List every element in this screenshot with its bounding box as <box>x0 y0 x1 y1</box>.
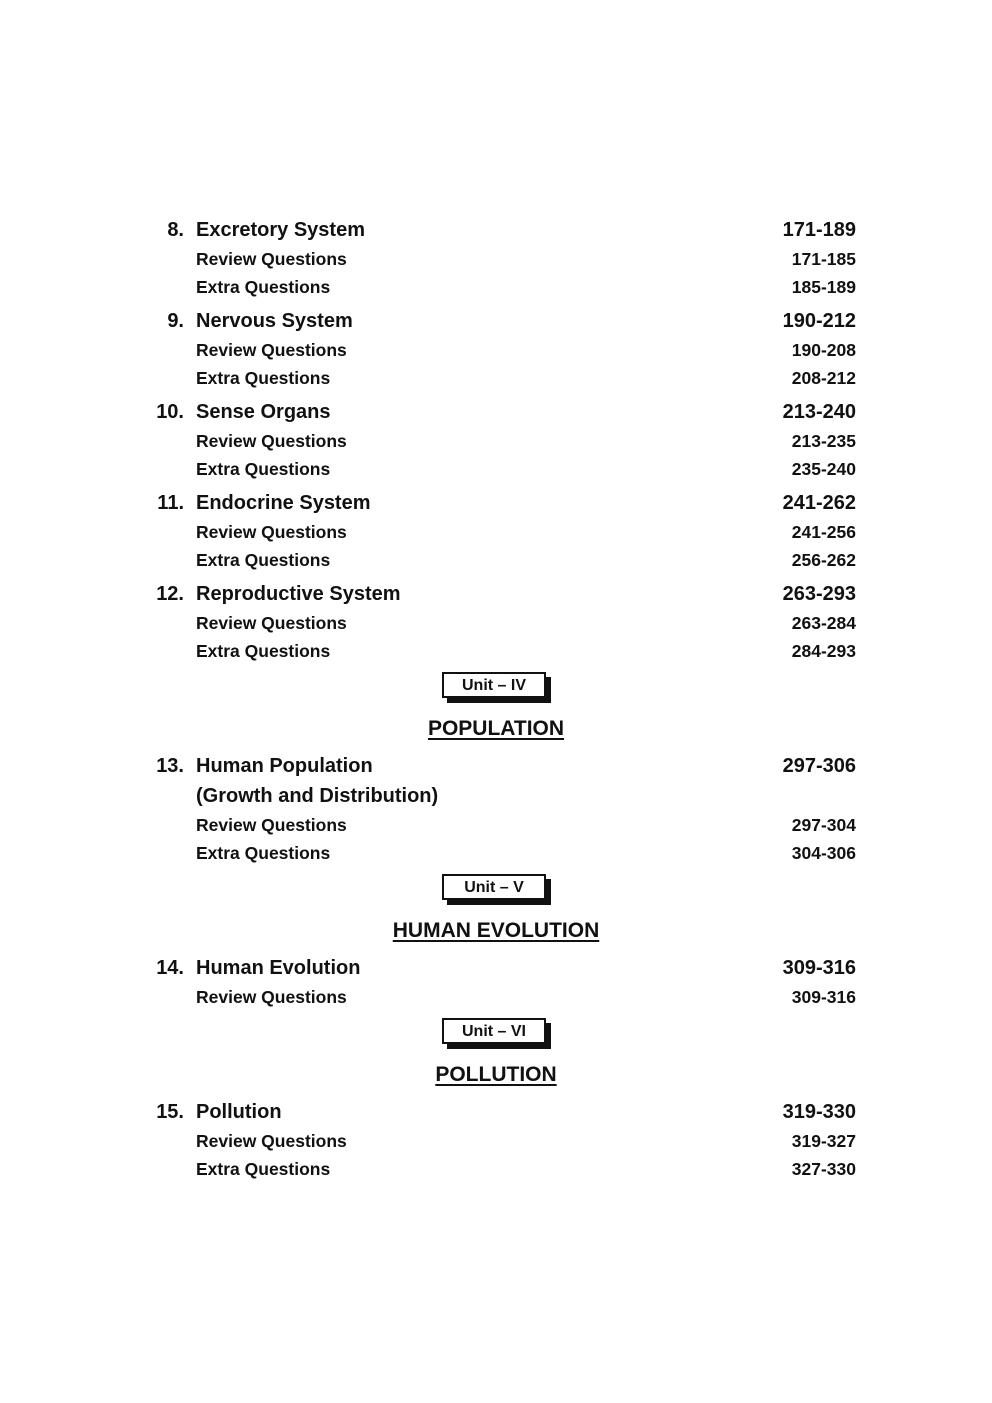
sub-entry-title: Review Questions <box>196 1131 347 1151</box>
sub-entry-title: Extra Questions <box>196 1159 331 1179</box>
sub-entry[interactable] <box>0 336 992 364</box>
sub-entry[interactable] <box>0 518 992 546</box>
sub-entry[interactable] <box>0 811 992 839</box>
sub-entry-title: Review Questions <box>196 815 347 835</box>
chapter-entry[interactable] <box>0 215 992 245</box>
chapter-title: Sense Organs <box>196 401 331 423</box>
chapter-entry[interactable] <box>0 397 992 427</box>
sub-entry-pages: 185-189 <box>791 277 856 297</box>
unit-heading: HUMAN EVOLUTION <box>392 919 600 942</box>
chapter-title: Pollution <box>196 1101 282 1123</box>
sub-entry[interactable] <box>0 273 992 301</box>
chapter-pages: 309-316 <box>782 957 856 979</box>
chapter-number: 9. <box>167 310 184 332</box>
chapter-number: 13. <box>156 755 184 777</box>
table-of-contents <box>0 215 992 1183</box>
sub-entry-pages: 213-235 <box>791 431 856 451</box>
chapter-entry[interactable] <box>0 751 992 781</box>
unit-label-wrap <box>0 672 992 698</box>
chapter-title: Endocrine System <box>196 492 371 514</box>
chapter-entry[interactable] <box>0 1097 992 1127</box>
sub-entry[interactable] <box>0 609 992 637</box>
sub-entry[interactable] <box>0 546 992 574</box>
sub-entry-pages: 208-212 <box>791 368 856 388</box>
chapter-pages: 319-330 <box>782 1101 856 1123</box>
sub-entry-title: Review Questions <box>196 431 347 451</box>
sub-entry[interactable] <box>0 455 992 483</box>
chapter-title: Human Evolution <box>196 957 361 979</box>
sub-entry-title: Extra Questions <box>196 550 331 570</box>
chapter-pages: 241-262 <box>782 492 856 514</box>
chapter-entry[interactable] <box>0 488 992 518</box>
chapter-entry[interactable] <box>0 306 992 336</box>
chapter-number: 8. <box>167 219 184 241</box>
chapter-number: 15. <box>156 1101 184 1123</box>
sub-entry-title: Review Questions <box>196 987 347 1007</box>
chapter-pages: 171-189 <box>782 219 856 241</box>
sub-entry[interactable] <box>0 839 992 867</box>
chapter-entry[interactable] <box>0 953 992 983</box>
sub-entry-title: Extra Questions <box>196 641 331 661</box>
sub-entry[interactable] <box>0 364 992 392</box>
chapter-pages: 213-240 <box>782 401 856 423</box>
chapter-pages: 190-212 <box>782 310 856 332</box>
sub-entry-title: Extra Questions <box>196 843 331 863</box>
sub-entry-pages: 327-330 <box>791 1159 856 1179</box>
chapter-title: Excretory System <box>196 219 365 241</box>
sub-entry-pages: 263-284 <box>791 613 856 633</box>
unit-label-wrap <box>0 874 992 900</box>
unit-heading: POLLUTION <box>435 1063 557 1086</box>
chapter-title: Reproductive System <box>196 583 401 605</box>
unit-heading: POPULATION <box>427 717 565 740</box>
sub-entry-title: Extra Questions <box>196 368 331 388</box>
chapter-subtitle: (Growth and Distribution) <box>196 785 439 807</box>
sub-entry-pages: 284-293 <box>791 641 856 661</box>
chapter-entry[interactable] <box>0 579 992 609</box>
sub-entry[interactable] <box>0 983 992 1011</box>
sub-entry-pages: 235-240 <box>791 459 856 479</box>
sub-entry-pages: 304-306 <box>791 843 856 863</box>
sub-entry-title: Review Questions <box>196 522 347 542</box>
sub-entry[interactable] <box>0 1127 992 1155</box>
sub-entry-title: Review Questions <box>196 340 347 360</box>
chapter-number: 10. <box>156 401 184 423</box>
unit-label-box: Unit – V <box>442 874 546 900</box>
sub-entry-pages: 171-185 <box>791 249 856 269</box>
unit-label-box: Unit – VI <box>442 1018 546 1044</box>
chapter-number: 14. <box>156 957 184 979</box>
sub-entry-pages: 319-327 <box>791 1131 856 1151</box>
sub-entry[interactable] <box>0 427 992 455</box>
sub-entry[interactable] <box>0 1155 992 1183</box>
sub-entry[interactable] <box>0 245 992 273</box>
unit-label-box: Unit – IV <box>442 672 546 698</box>
chapter-number: 11. <box>157 492 184 514</box>
sub-entry-title: Review Questions <box>196 613 347 633</box>
chapter-title-continuation <box>0 781 992 811</box>
unit-label-wrap <box>0 1018 992 1044</box>
chapter-title: Nervous System <box>196 310 353 332</box>
sub-entry-title: Extra Questions <box>196 459 331 479</box>
sub-entry-pages: 190-208 <box>791 340 856 360</box>
chapter-pages: 297-306 <box>782 755 856 777</box>
sub-entry-title: Extra Questions <box>196 277 331 297</box>
sub-entry[interactable] <box>0 637 992 665</box>
chapter-pages: 263-293 <box>782 583 856 605</box>
sub-entry-pages: 297-304 <box>791 815 856 835</box>
sub-entry-pages: 309-316 <box>791 987 856 1007</box>
chapter-title: Human Population <box>196 755 373 777</box>
sub-entry-pages: 241-256 <box>791 522 856 542</box>
sub-entry-pages: 256-262 <box>791 550 856 570</box>
chapter-number: 12. <box>156 583 184 605</box>
sub-entry-title: Review Questions <box>196 249 347 269</box>
